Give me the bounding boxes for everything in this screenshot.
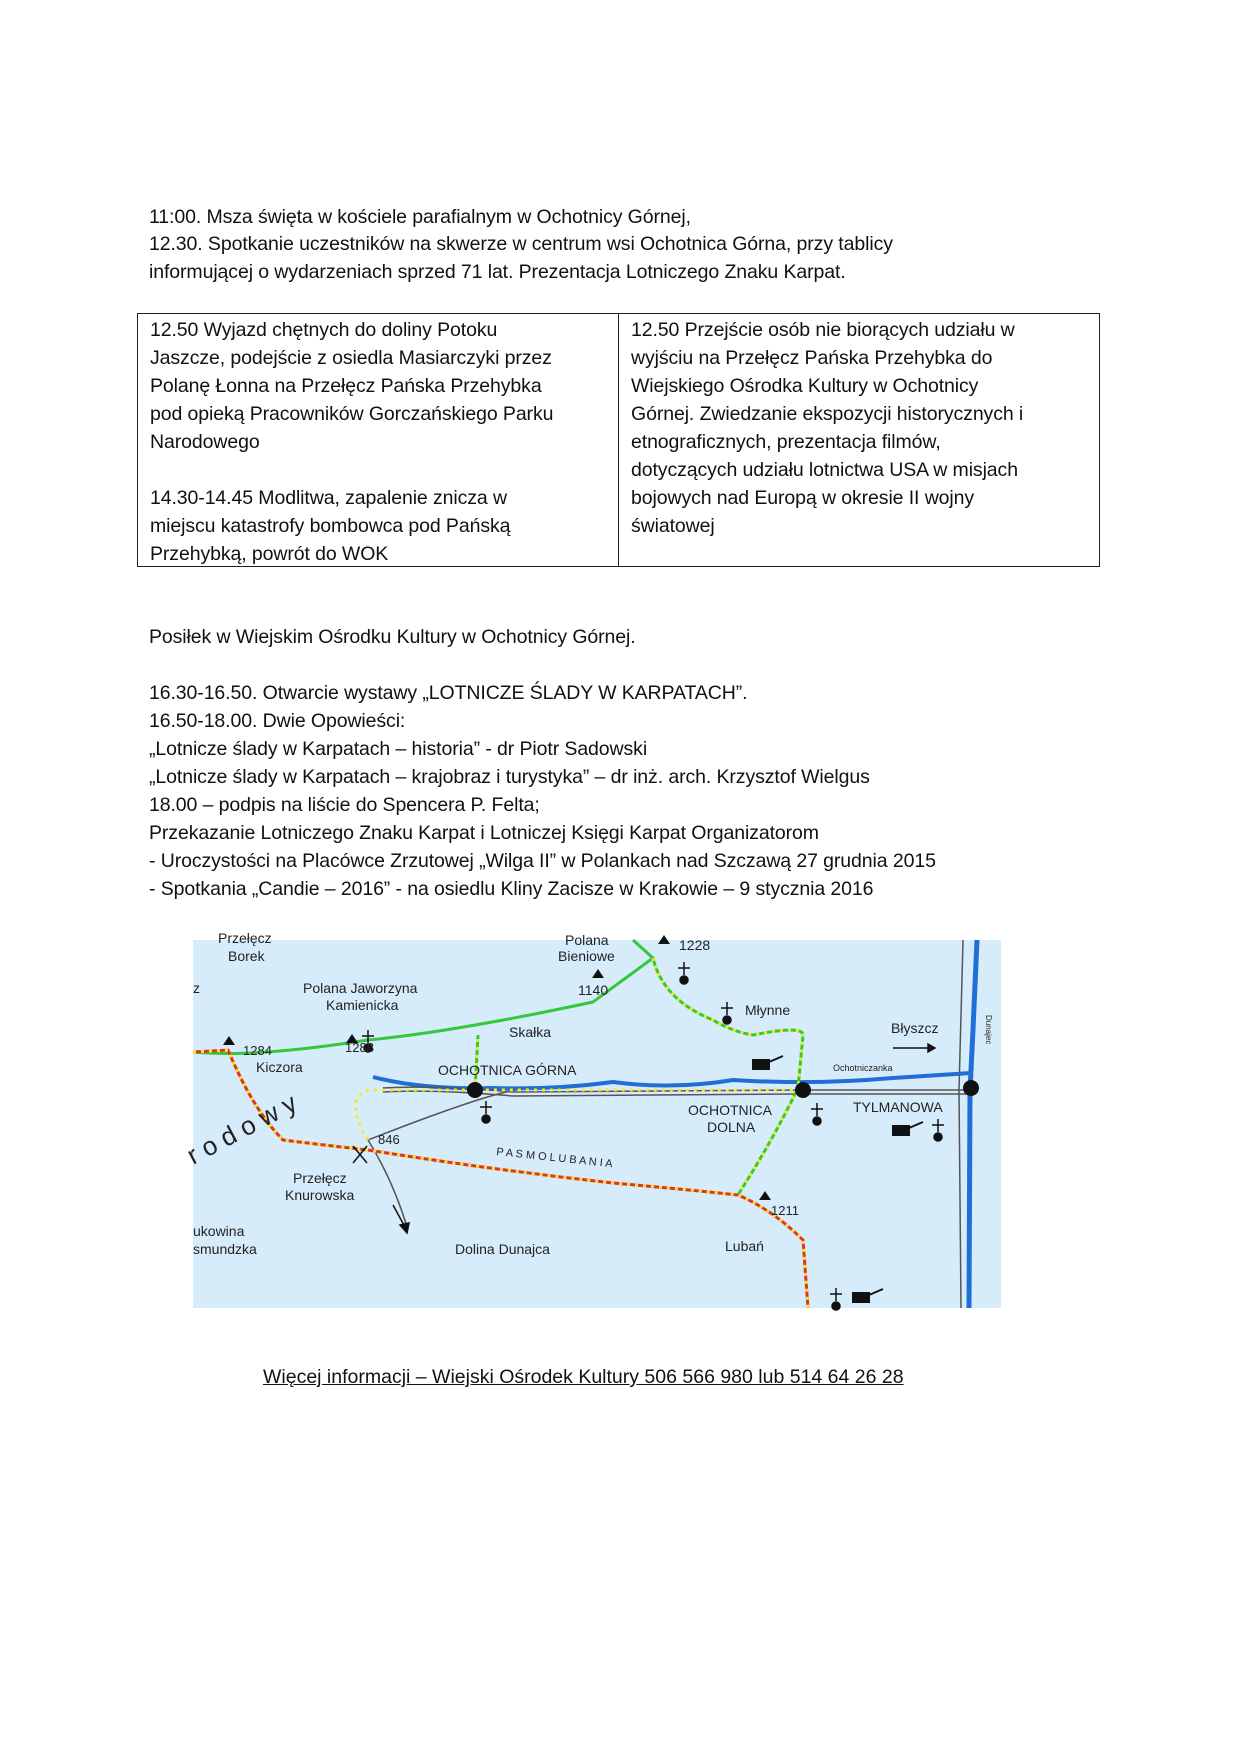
peak-1228-icon [658,935,670,944]
tylmanowa-dot [963,1080,979,1096]
table-right-line-4: Górnej. Zwiedzanie ekspozycji historycznych i [631,403,1024,425]
label-pasmo-lubania: P A S M O L U B A N I A [495,1146,614,1171]
table-right-line-2: wyjściu na Przełęcz Pańska Przehybka do [631,347,993,369]
cannon-icon-dolna [753,1056,783,1069]
table-left-line-2: Jaszcze, podejście z osiedla Masiarczyki przez [150,347,552,369]
cross-icon-bieniowe [678,962,690,984]
label-przelecz-knurowska-1: Przełęcz [293,1170,347,1186]
trail-map [181,930,1001,1308]
label-blyszcz: Błyszcz [891,1020,939,1036]
program-line-1: Posiłek w Wiejskim Ośrodku Kultury w Ochotnicy Górnej. [149,626,636,648]
schedule-table [137,313,1100,567]
program-line-7: 18.00 – podpis na liście do Spencera P. Felta; [149,794,540,816]
cannon-icon-south [853,1289,883,1302]
label-peak-1140: 1140 [578,982,609,998]
cross-icon-south [830,1288,842,1310]
label-luban: Lubań [725,1238,764,1254]
label-polana-bieniowe-2: Bieniowe [558,948,615,964]
table-right-line-7: bojowych nad Europą w okresie II wojny [631,487,975,509]
table-left-line-4: pod opieką Pracowników Gorczańskiego Parku [150,403,554,425]
table-right-line-8: światowej [631,515,715,537]
cross-icon-dolna [811,1103,823,1125]
label-peak-1228: 1228 [679,937,711,953]
arrow-blyszcz-icon [893,1044,935,1052]
label-dolina-dunajca: Dolina Dunajca [455,1241,550,1257]
table-right-line-5: etnograficznych, prezentacja filmów, [631,431,941,453]
label-lukowina-1: ukowina [193,1223,245,1239]
program-line-8: Przekazanie Lotniczego Znaku Karpat i Lotniczej Księgi Karpat Organizatorom [149,822,819,844]
program-line-10: - Spotkania „Candie – 2016” - na osiedlu Kliny Zacisze w Krakowie – 9 stycznia 2016 [149,878,874,900]
cross-icon-tylmanowa [932,1119,944,1141]
cannon-icon-tylmanowa [893,1122,923,1135]
table-left-line-1: 12.50 Wyjazd chętnych do doliny Potoku [150,319,498,341]
table-left-line-5: Narodowego [150,431,260,453]
label-mlynne: Młynne [745,1002,791,1018]
label-ochotnica-dolna-2: DOLNA [707,1119,756,1135]
label-przelecz-knurowska-2: Knurowska [285,1187,355,1203]
table-left-line-9: Przehybką, powrót do WOK [150,543,389,565]
table-right-line-6: dotyczących udziału lotnictwa USA w misjach [631,459,1018,481]
intro-line-1: 11:00. Msza święta w kościele parafialnym w Ochotnicy Górnej, [149,206,691,228]
label-polana-jaworzyna-1: Polana Jaworzyna [303,980,418,996]
dunajec-river [969,940,977,1308]
program-line-4: 16.50-18.00. Dwie Opowieści: [149,710,406,732]
program-line-5: „Lotnicze ślady w Karpatach – historia” - dr Piotr Sadowski [149,738,648,760]
label-narodowy: r o d o w y [181,1087,302,1171]
peak-1140-icon [592,969,604,978]
contact-footer: Więcej informacji – Wiejski Ośrodek Kultury 506 566 980 lub 514 64 26 28 [263,1366,904,1388]
label-polana-jaworzyna-2: Kamienicka [326,997,399,1013]
label-lukowina-2: smundzka [193,1241,257,1257]
table-divider [618,314,619,566]
table-left-line-7: 14.30-14.45 Modlitwa, zapalenie znicza w [150,487,507,509]
program-line-9: - Uroczystości na Placówce Zrzutowej „Wilga II” w Polankach nad Szczawą 27 grudnia 2015 [149,850,936,872]
intro-line-2: 12.30. Spotkanie uczestników na skwerze w centrum wsi Ochotnica Górna, przy tablicy [149,233,893,255]
label-przelecz-borek-1: Przełęcz [218,930,272,946]
label-przelecz-borek-2: Borek [228,948,265,964]
dunajec-road [959,940,963,1308]
program-line-6: „Lotnicze ślady w Karpatach – krajobraz i turystyka” – dr inż. arch. Krzysztof Wielgus [149,766,870,788]
label-ochotniczanka: Ochotniczanka [833,1063,893,1073]
table-left-line-3: Polanę Łonna na Przełęcz Pańska Przehybka [150,375,542,397]
label-kiczora: Kiczora [256,1059,303,1075]
program-line-3: 16.30-16.50. Otwarcie wystawy „LOTNICZE ŚLADY W KARPATACH”. [149,682,748,704]
label-skalka: Skałka [509,1024,552,1040]
table-left-line-8: miejscu katastrofy bombowca pod Pańską [150,515,511,537]
table-right-line-3: Wiejskiego Ośrodka Kultury w Ochotnicy [631,375,979,397]
label-polana-bieniowe-1: Polana [565,932,609,948]
green-trail-east [653,958,803,1195]
cross-icon-mlynne [721,1002,733,1024]
label-ochotnica-gorna: OCHOTNICA GÓRNA [438,1062,577,1078]
trail-map-svg [181,930,1001,1308]
label-tylmanowa: TYLMANOWA [853,1099,943,1115]
ochotnica-gorna-dot [467,1082,483,1098]
cross-icon-gorna [480,1101,492,1123]
intro-line-3: informującej o wydarzeniach sprzed 71 lat. Prezentacja Lotniczego Znaku Karpat. [149,261,846,283]
peak-1211-icon [759,1191,771,1200]
peak-1284-icon [223,1036,235,1045]
label-peak-1211: 1211 [771,1203,799,1218]
label-z: z [193,980,200,996]
label-peak-846: 846 [378,1132,400,1147]
label-peak-1288: 1288 [345,1040,374,1055]
label-ochotnica-dolna-1: OCHOTNICA [688,1102,772,1118]
label-peak-1284: 1284 [243,1043,272,1058]
label-dunajec: Dunajec [984,1015,993,1045]
ochotnica-dolna-dot [795,1082,811,1098]
table-right-line-1: 12.50 Przejście osób nie biorących udziału w [631,319,1015,341]
yellow-dots-east [653,958,803,1195]
